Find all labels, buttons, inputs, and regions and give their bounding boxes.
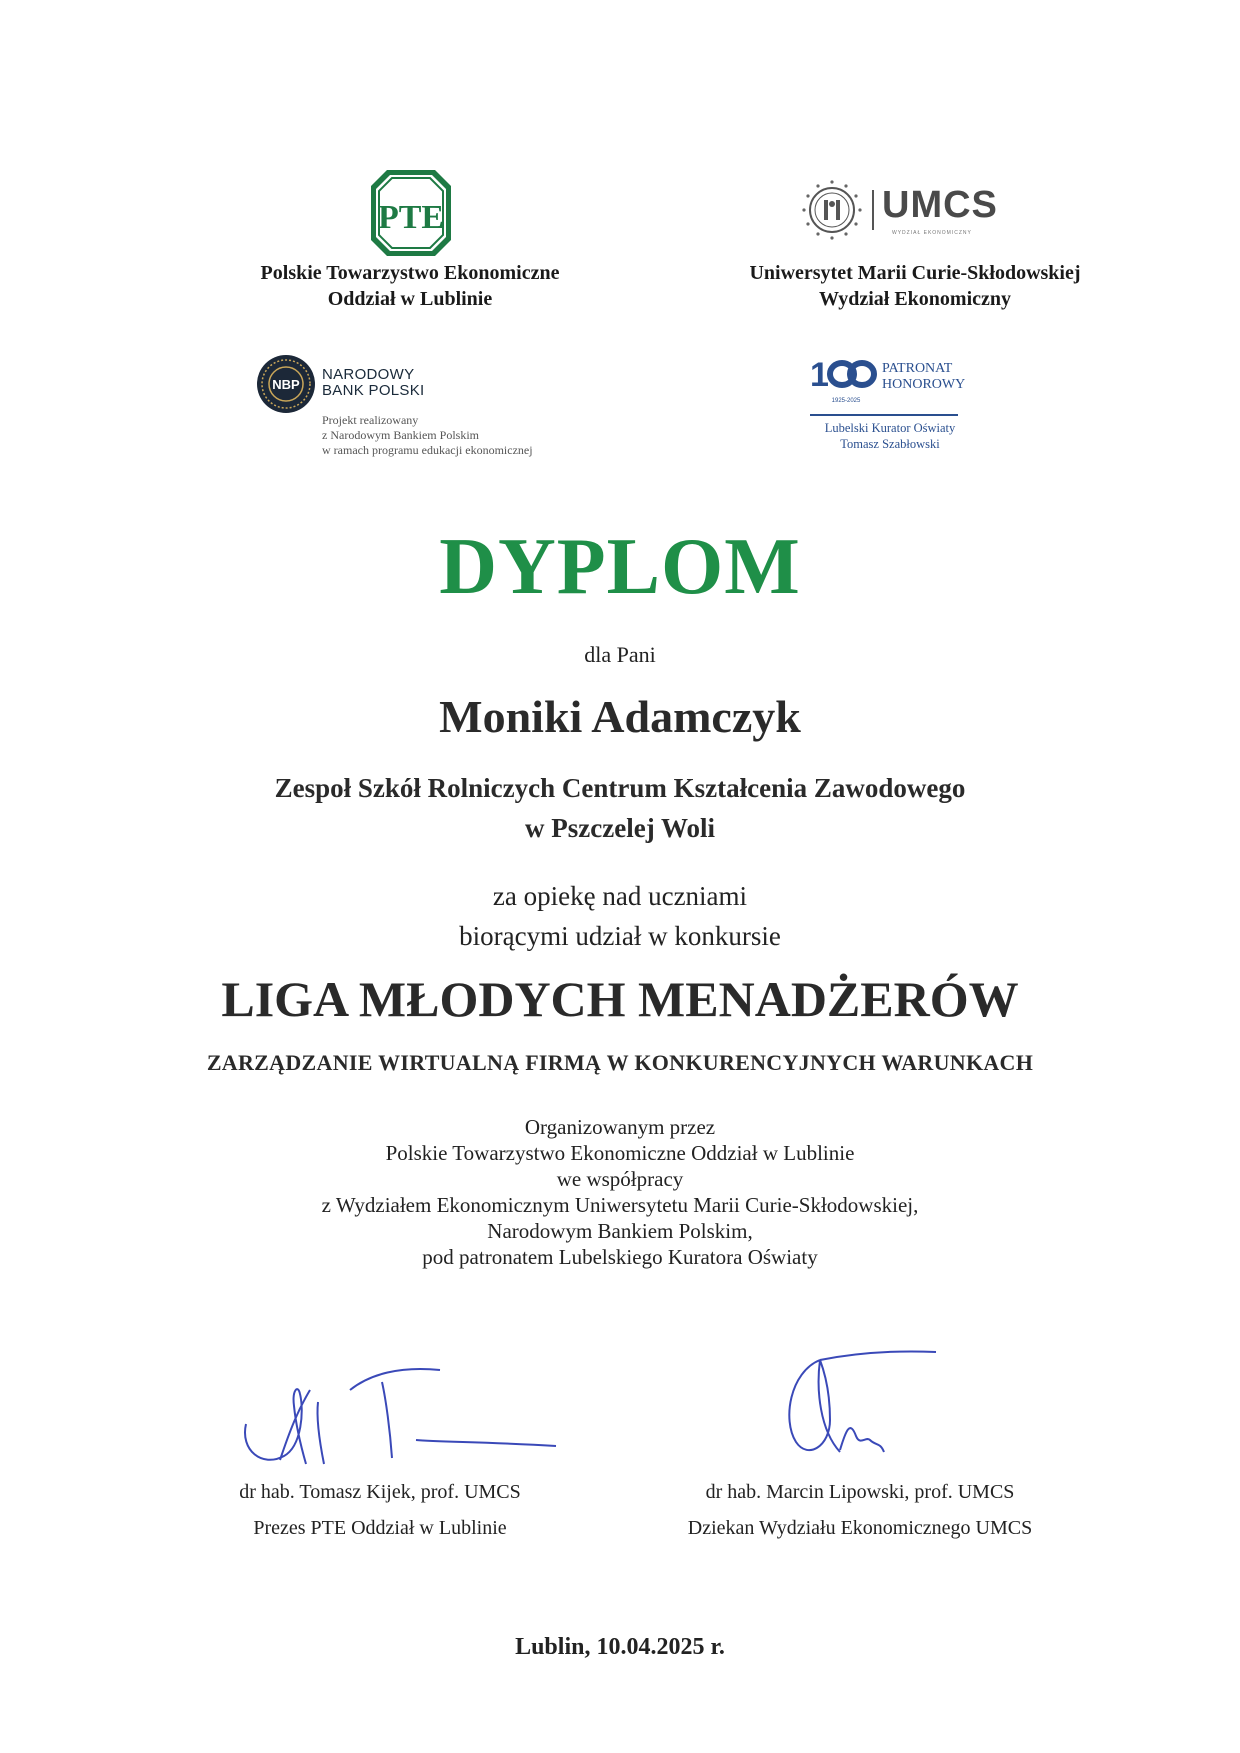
patronat-line1: PATRONAT — [882, 361, 953, 376]
signatory-right-name: dr hab. Marcin Lipowski, prof. UMCS — [705, 1481, 1015, 1503]
umcs-name — [700, 260, 1130, 312]
patronat-line2: HONOROWY — [882, 377, 966, 392]
organizers-line: Narodowym Bankiem Polskim, — [487, 1219, 753, 1243]
pte-logo-text: PTE — [377, 199, 445, 236]
kurator-line1: Lubelski Kurator Oświaty — [824, 421, 956, 435]
contest-subtitle: ZARZĄDZANIE WIRTUALNĄ FIRMĄ W KONKURENCYJNYCH WARUNKACH — [206, 1050, 1034, 1075]
diploma-title: DYPLOM — [439, 523, 801, 611]
signatory-left-name: dr hab. Tomasz Kijek, prof. UMCS — [239, 1481, 521, 1503]
signatory-right-role: Dziekan Wydziału Ekonomicznego UMCS — [687, 1517, 1033, 1539]
kurator-line2: Tomasz Szabłowski — [840, 437, 940, 451]
diploma-for: dla Pani — [584, 642, 656, 667]
nbp-note — [322, 413, 533, 458]
umcs-name-line2: Wydział Ekonomiczny — [818, 288, 1012, 310]
svg-text:1: 1 — [810, 356, 829, 394]
organizers-line: pod patronatem Lubelskiego Kuratora Oświaty — [422, 1245, 818, 1269]
pte-name-line2: Oddział w Lublinie — [327, 288, 493, 310]
centenary-years: 1925-2025 — [831, 398, 861, 404]
signature-left — [240, 1360, 560, 1470]
organizers-line: Polskie Towarzystwo Ekonomiczne Oddział w Lublinie — [385, 1141, 855, 1165]
school-name — [0, 768, 1240, 848]
umcs-logo-subtext: WYDZIAŁ EKONOMICZNY — [892, 230, 972, 236]
organizers-line: we współpracy — [556, 1167, 684, 1191]
patronat-divider — [810, 414, 958, 416]
nbp-title — [322, 367, 425, 399]
centenary-logo — [808, 350, 888, 410]
umcs-emblem-icon — [800, 178, 864, 242]
signatory-left — [200, 1474, 560, 1546]
award-reason — [0, 876, 1240, 956]
organizers — [0, 1114, 1240, 1270]
reason-line2: biorącymi udział w konkursie — [459, 921, 781, 951]
school-line2: w Pszczelej Woli — [525, 813, 715, 843]
recipient-name: Moniki Adamczyk — [439, 691, 801, 742]
umcs-name-line1: Uniwersytet Marii Curie-Skłodowskiej — [749, 262, 1081, 284]
nbp-note-line2: z Narodowym Bankiem Polskim — [322, 428, 479, 442]
nbp-note-line3: w ramach programu edukacji ekonomicznej — [322, 443, 533, 457]
umcs-divider — [872, 190, 874, 230]
organizers-line: Organizowanym przez — [524, 1115, 716, 1139]
school-line1: Zespoł Szkół Rolniczych Centrum Kształcenia Zawodowego — [274, 773, 966, 803]
pte-logo — [369, 168, 453, 258]
organizers-line: z Wydziałem Ekonomicznym Uniwersytetu Marii Curie-Skłodowskiej, — [321, 1193, 919, 1217]
pte-name-line1: Polskie Towarzystwo Ekonomiczne — [260, 262, 560, 284]
nbp-note-line1: Projekt realizowany — [322, 413, 419, 427]
place-date: Lublin, 10.04.2025 r. — [515, 1634, 725, 1660]
patronat-label — [882, 361, 965, 393]
kurator-label — [790, 420, 990, 452]
nbp-title-line2: BANK POLSKI — [322, 382, 425, 399]
nbp-logo — [256, 354, 316, 414]
contest-name: LIGA MŁODYCH MENADŻERÓW — [221, 971, 1019, 1027]
umcs-logo — [800, 178, 1000, 242]
nbp-title-line1: NARODOWY — [322, 366, 415, 383]
umcs-logo-text: UMCS — [882, 184, 998, 226]
signatory-left-role: Prezes PTE Oddział w Lublinie — [253, 1517, 507, 1539]
signature-right — [780, 1350, 940, 1460]
nbp-badge-text: NBP — [272, 377, 300, 392]
signatory-right — [660, 1474, 1060, 1546]
pte-name — [230, 260, 590, 312]
reason-line1: za opiekę nad uczniami — [492, 881, 748, 911]
